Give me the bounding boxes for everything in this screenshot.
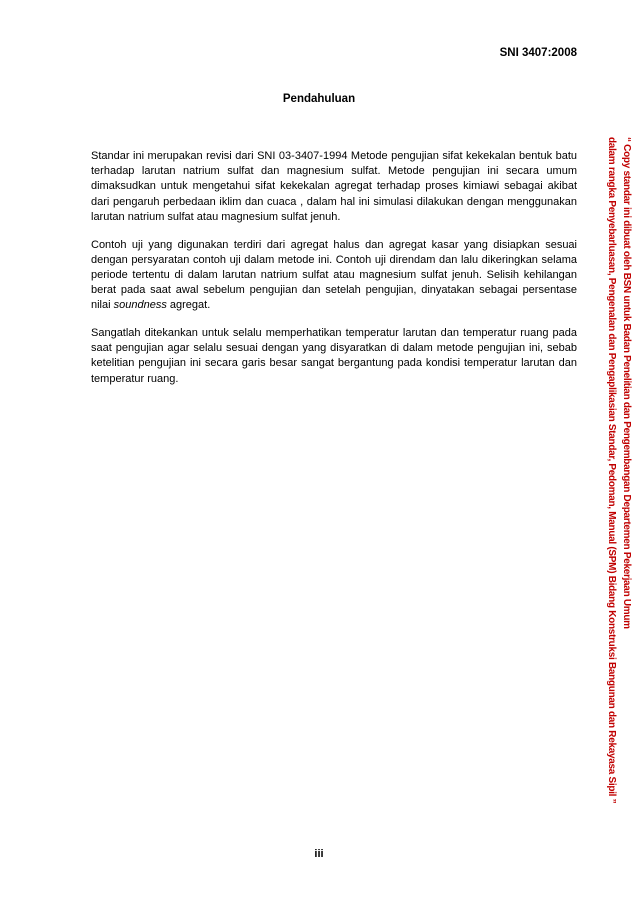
- paragraph-temperature: Sangatlah ditekankan untuk selalu memperhatikan temperatur larutan dan temperatur ruang pada saat pengujian agar selalu sesuai dengan yang disyaratkan di dalam metode pengujian ini, sebab ketelitian pengujian ini secara garis besar sangat bergantung pada kondisi temperatur larutan dan temperatur ruang.: [91, 327, 577, 385]
- page-number: iii: [314, 848, 324, 860]
- watermark-line-1: “ Copy standar ini dibuat oleh BSN untuk Badan Penelitian dan Pengembangan Departemen Pekerjaan Umum: [621, 137, 632, 629]
- body-content: [91, 149, 577, 399]
- paragraph-intro: Standar ini merupakan revisi dari SNI 03-3407-1994 Metode pengujian sifat kekekalan bentuk batu terhadap larutan natrium sulfat dan magnesium sulfat. Metode pengujian ini secara umum dimaksudkan untuk mengetahui sifat kekekalan agregat terhadap proses kimiawi sebagai akibat dari pengaruh perbedaan iklim dan cuaca , dalam hal ini simulasi dilakukan dengan menggunakan larutan natrium sulfat atau magnesium sulfat jenuh.: [91, 150, 577, 223]
- paragraph-test-sample: [91, 238, 577, 314]
- watermark-line-2: dalam rangka Penyebarluasan, Pengenalan dan Pengaplikasian Standar, Pedoman, Manual (SPM) Bidang Konstruksi Bangunan dan Rekayasa Sipil ”: [606, 137, 617, 804]
- soundness-term: soundness: [113, 299, 167, 312]
- section-title: Pendahuluan: [282, 93, 356, 105]
- paragraph-test-sample-tail: agregat.: [166, 299, 211, 312]
- paragraph-test-sample-text: Contoh uji yang digunakan terdiri dari agregat halus dan agregat kasar yang disiapkan sesuai dengan persyaratan contoh uji dalam metode ini. Contoh uji direndam dan lalu dikeringkan selama periode tertentu di dalam larutan natrium sulfat atau magnesium sulfat jenuh. Selisih kehilangan berat pada saat awal sebelum pengujian dan setelah pengujian, dinyatakan sebagai persentase nilai: [91, 238, 577, 312]
- standard-code: SNI 3407:2008: [499, 47, 577, 59]
